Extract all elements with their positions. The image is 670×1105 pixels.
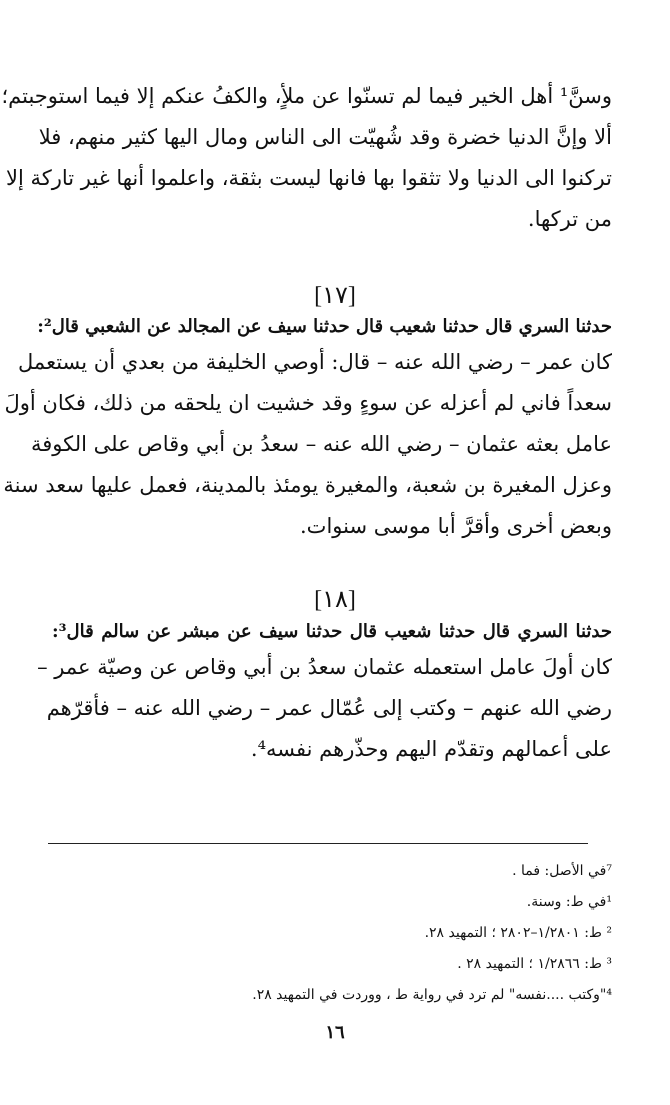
text-line: وسنَّ¹ أهل الخير فيما لم تسنّوا عن ملأٍ، والكفُ عنكم إلا فيما استوجبتم؛ [1,84,612,108]
footnote: ⁷في الأصل: فما . [512,863,612,879]
isnad-chain: حدثنا السري قال حدثنا شعيب قال حدثنا سيف عن المجالد عن الشعبي قال²: [37,316,612,337]
text-line: كان عمر – رضي الله عنه – قال: أوصي الخليفة من بعدي أن يستعمل [18,350,612,374]
text-line: ألا وإنَّ الدنيا خضرة وقد شُهيّت الى الناس ومال اليها كثير منهم، فلا [38,125,612,149]
footnote: ³ ط: ١/٢٨٦٦ ؛ التمهيد ٢٨ . [457,956,612,972]
page-number: ١٦ [325,1022,345,1043]
text-line: عامل بعثه عثمان – رضي الله عنه – سعدُ بن أبي وقاص على الكوفة [31,432,612,456]
section-17-heading: [١٧] [314,283,356,309]
footnote-divider [48,843,588,844]
footnote: ⁴"وكتب ....نفسه" لم ترد في رواية ط ، ووردت في التمهيد ٢٨. [252,987,612,1003]
paragraph-1 [1,76,612,240]
text-line: على أعمالهم وتقدّم اليهم وحذّرهم نفسه⁴. [250,737,612,761]
section-18-body [37,617,612,770]
footnote: ² ط: ١/٢٨٠١–٢٨٠٢ ؛ التمهيد ٢٨. [424,925,612,941]
section-18-heading: [١٨] [314,587,356,613]
isnad-chain: حدثنا السري قال حدثنا شعيب قال حدثنا سيف عن مبشر عن سالم قال³: [52,621,612,642]
text-line: كان أولَ عامل استعمله عثمان سعدُ بن أبي وقاص عن وصيّة عمر – [37,655,612,679]
text-line: وبعض أخرى وأقرَّ أبا موسى سنوات. [300,514,612,538]
section-17-body [3,312,612,547]
footnote: ¹في ط: وسنة. [526,894,612,910]
footnotes [52,856,612,1011]
text-line: وعزل المغيرة بن شعبة، والمغيرة يومئذ بالمدينة، فعمل عليها سعد سنة [3,473,612,497]
text-line: سعداً فاني لم أعزله عن سوءٍ وقد خشيت ان يلحقه من ذلك، فكان أولَ [4,391,612,415]
text-line: رضي الله عنهم – وكتب إلى عُمّال عمر – رضي الله عنه – فأقرّهم [46,696,612,720]
text-line: من تركها. [527,207,612,231]
text-line: تركنوا الى الدنيا ولا تثقوا بها فانها ليست بثقة، واعلموا أنها غير تاركة إلا [5,166,612,190]
